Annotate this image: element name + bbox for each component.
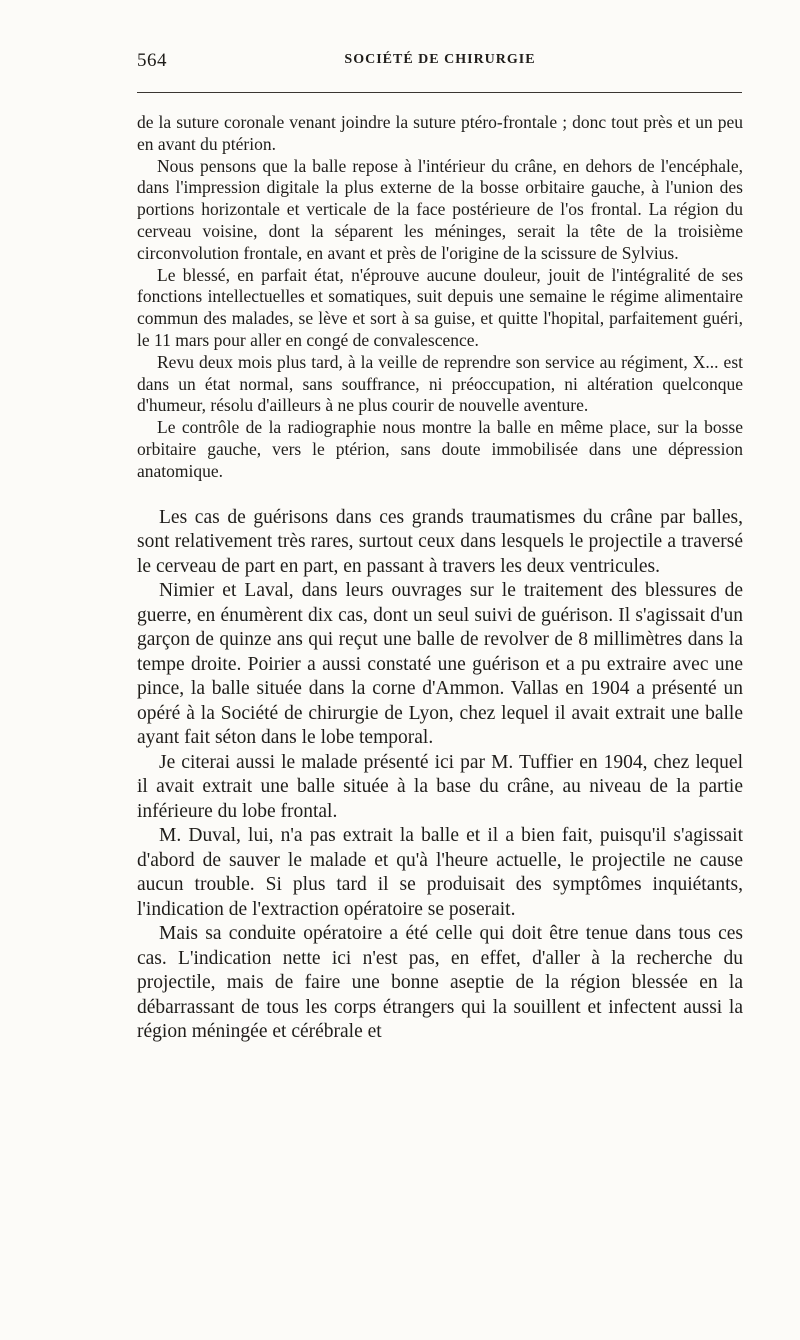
paragraph-small-5: Le contrôle de la radiographie nous montre la balle en même place, sur la bosse orbitaire gauche, vers le ptérion, sans doute immobilisée dans une dépression anatomique. [137, 417, 743, 481]
running-title: SOCIÉTÉ DE CHIRURGIE [344, 52, 536, 67]
paragraph-small-1: de la suture coronale venant joindre la suture ptéro-frontale ; donc tout près et un peu en avant du ptérion. [137, 112, 743, 154]
paragraph-large-1: Les cas de guérisons dans ces grands traumatismes du crâne par balles, sont relativement très rares, surtout ceux dans lesquels le projectile a traversé le cerveau de part en part, en passant à travers les deux ventricules. [137, 506, 743, 577]
paragraph-large-3: Je citerai aussi le malade présenté ici par M. Tuffier en 1904, chez lequel il avait extrait une balle située à la base du crâne, au niveau de la partie inférieure du lobe frontal. [137, 751, 743, 822]
header-rule [137, 92, 742, 93]
running-head [137, 50, 743, 74]
paragraph-small-4: Revu deux mois plus tard, à la veille de reprendre son service au régiment, X... est dans un état normal, sans souffrance, ni préoccupation, ni altération quelconque d'humeur, résolu d'ailleurs à ne plus courir de nouvelle aventure. [137, 351, 743, 416]
paragraph-large-5: Mais sa conduite opératoire a été celle qui doit être tenue dans tous ces cas. L'indication nette ici n'est pas, en effet, d'aller à la recherche du projectile, mais de faire une bonne aseptie de la région blessée en la débarrassant de tous les corps étrangers qui la souillent et infectent aussi la région méningée et cérébrale et [137, 923, 743, 1043]
body-text [137, 112, 743, 1045]
section-gap [137, 483, 743, 506]
paragraph-large-4: M. Duval, lui, n'a pas extrait la balle et il a bien fait, puisqu'il s'agissait d'abord de sauver le malade et qu'à l'heure actuelle, le projectile ne cause aucun trouble. Si plus tard il se produisait des symptômes inquiétants, l'indication de l'extraction opératoire se poserait. [137, 825, 743, 920]
paragraph-small-3: Le blessé, en parfait état, n'éprouve aucune douleur, jouit de l'intégralité de ses fonctions intellectuelles et somatiques, suit depuis une semaine le régime alimentaire commun des malades, se lève et sort à sa guise, et quitte l'hopital, parfaitement guéri, le 11 mars pour aller en congé de convalescence. [137, 264, 743, 350]
page-number: 564 [137, 50, 167, 71]
paragraph-large-2: Nimier et Laval, dans leurs ouvrages sur le traitement des blessures de guerre, en énumèrent dix cas, dont un seul suivi de guérison. Il s'agissait d'un garçon de quinze ans qui reçut une balle de revolver de 8 millimètres dans la tempe droite. Poirier a aussi constaté une guérison et a pu extraire avec une pince, la balle située dans la corne d'Ammon. Vallas en 1904 a présenté un opéré à la Société de chirurgie de Lyon, chez lequel il avait extrait une balle ayant fait séton dans le lobe temporal. [137, 580, 743, 749]
paragraph-small-2: Nous pensons que la balle repose à l'intérieur du crâne, en dehors de l'encéphale, dans l'impression digitale la plus externe de la bosse orbitaire gauche, à l'union des portions horizontale et verticale de la face postérieure de l'os frontal. La région du cerveau voisine, dont la séparent les méninges, serait la tête de la troisième circonvolution frontale, en avant et près de l'origine de la scissure de Sylvius. [137, 155, 743, 263]
